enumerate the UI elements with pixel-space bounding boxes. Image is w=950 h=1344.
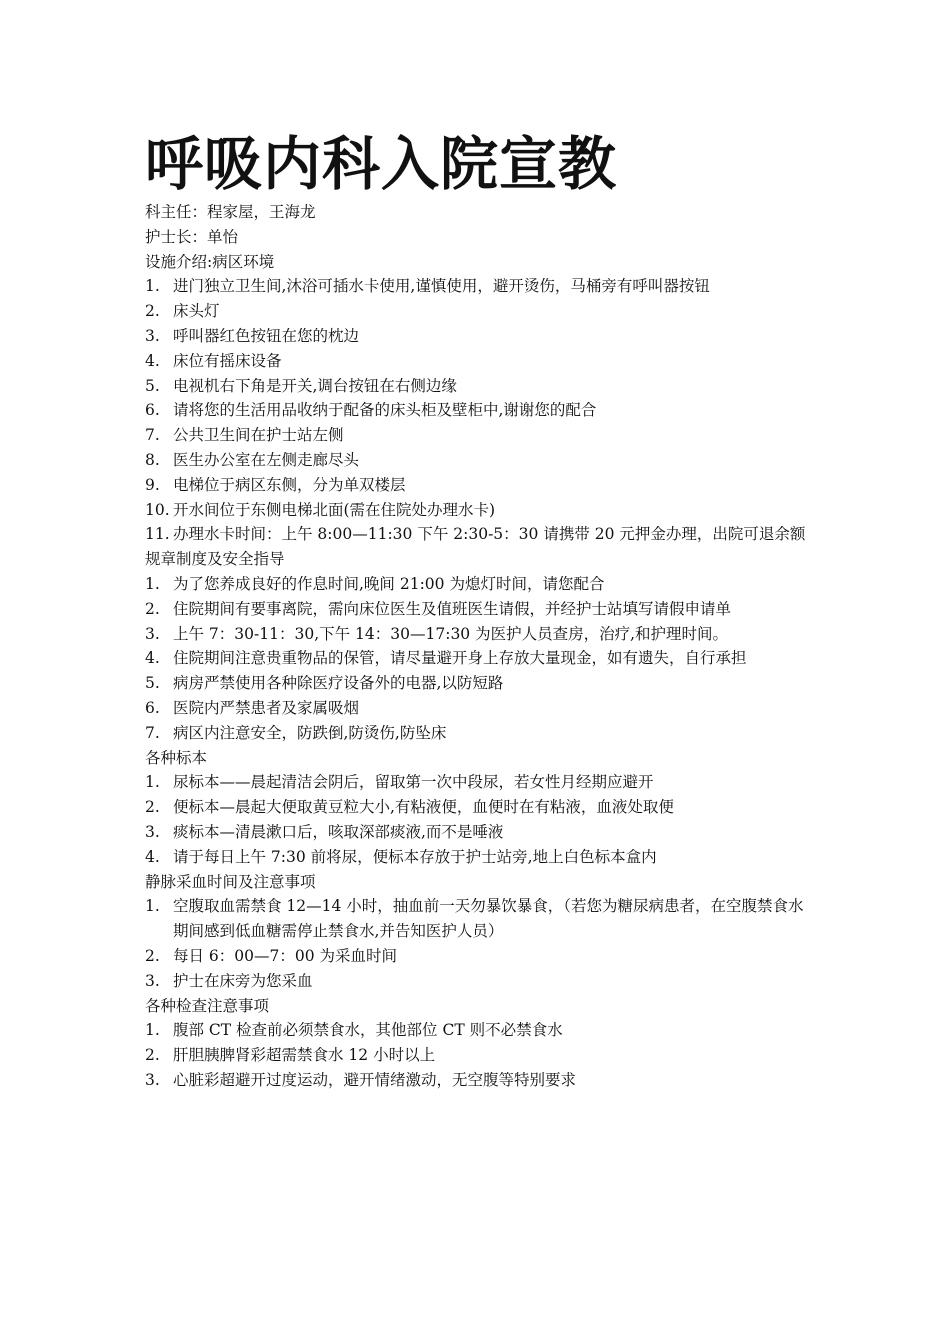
- item-number: 3.: [145, 1070, 160, 1089]
- document-body: [145, 200, 815, 1093]
- item-number: 9.: [145, 475, 160, 494]
- item-text: 痰标本—清晨漱口后，咳取深部痰液,而不是唾液: [173, 822, 504, 841]
- item-number: 5.: [145, 674, 160, 693]
- item-text: 请于每日上午 7:30 前将尿，便标本存放于护士站旁,地上白色标本盒内: [173, 847, 657, 866]
- list-item: [145, 374, 815, 399]
- list-item: [145, 324, 815, 349]
- item-text: 床位有摇床设备: [173, 351, 282, 370]
- item-text: 病区内注意安全，防跌倒,防烫伤,防坠床: [173, 723, 447, 742]
- item-text: 公共卫生间在护士站左侧: [173, 426, 344, 445]
- item-text: 为了您养成良好的作息时间,晚间 21:00 为熄灯时间，请您配合: [173, 574, 605, 593]
- director-line: 科主任：程家屋，王海龙: [145, 203, 316, 221]
- item-number: 8.: [145, 450, 160, 469]
- list-item: [145, 572, 815, 597]
- item-text: 肝胆胰脾肾彩超需禁食水 12 小时以上: [173, 1046, 436, 1065]
- list-item: [145, 1068, 815, 1093]
- section-exams: [145, 994, 815, 1093]
- item-text: 请将您的生活用品收纳于配备的床头柜及壁柜中,谢谢您的配合: [173, 401, 597, 420]
- item-text: 尿标本——晨起清洁会阴后，留取第一次中段尿，若女性月经期应避开: [173, 773, 654, 792]
- item-text: 电梯位于病区东侧，分为单双楼层: [173, 475, 406, 494]
- list-item: [145, 696, 815, 721]
- list-item: [145, 820, 815, 845]
- item-number: 5.: [145, 376, 160, 395]
- list-item: [145, 671, 815, 696]
- head-nurse-line: 护士长：单怡: [145, 227, 239, 246]
- exams-list: [145, 1018, 815, 1092]
- section-facilities: [145, 250, 815, 548]
- item-number: 3.: [145, 624, 160, 643]
- item-number: 6.: [145, 401, 160, 420]
- list-item: [145, 423, 815, 448]
- item-text: 腹部 CT 检查前必须禁食水，其他部位 CT 则不必禁食水: [173, 1021, 563, 1040]
- item-text: 病房严禁使用各种除医疗设备外的电器,以防短路: [173, 674, 504, 693]
- item-text: 医院内严禁患者及家属吸烟: [173, 698, 360, 717]
- item-text: 上午 7：30-11：30,下午 14：30—17:30 为医护人员查房，治疗,和护理时间。: [173, 624, 729, 643]
- section-rules: [145, 547, 815, 745]
- item-text: 便标本—晨起大便取黄豆粒大小,有粘液便，血便时在有粘液，血液处取便: [173, 798, 674, 817]
- list-item: [145, 795, 815, 820]
- item-number: 3.: [145, 326, 160, 345]
- item-text: 进门独立卫生间,沐浴可插水卡使用,谨慎使用，避开烫伤，马桶旁有呼叫器按钮: [173, 277, 710, 296]
- item-number: 2.: [145, 599, 160, 618]
- section-heading: 各种检查注意事项: [145, 996, 270, 1015]
- list-item: [145, 1043, 815, 1068]
- list-item: [145, 498, 815, 523]
- item-number: 2.: [145, 302, 160, 321]
- list-item: [145, 894, 815, 944]
- item-text: 呼叫器红色按钮在您的枕边: [173, 326, 360, 345]
- section-heading: 规章制度及安全指导: [145, 550, 285, 569]
- item-number: 1.: [145, 773, 160, 792]
- item-number: 2.: [145, 1046, 160, 1065]
- list-item: [145, 448, 815, 473]
- item-text: 电视机右下角是开关,调台按钮在右侧边缘: [173, 376, 457, 395]
- list-item: [145, 969, 815, 994]
- item-number: 4.: [145, 847, 160, 866]
- item-number: 2.: [145, 946, 160, 965]
- section-heading: 静脉采血时间及注意事项: [145, 872, 316, 891]
- item-number: 7.: [145, 426, 160, 445]
- list-item: [145, 473, 815, 498]
- list-item: [145, 274, 815, 299]
- item-text: 空腹取血需禁食 12—14 小时，抽血前一天勿暴饮暴食，（若您为糖尿病患者，在空腹禁食水期间感到低血糖需停止禁食水,并告知医护人员）: [173, 897, 804, 941]
- item-number: 1.: [145, 897, 160, 916]
- specimens-list: [145, 770, 815, 869]
- item-number: 1.: [145, 1021, 160, 1040]
- section-blood-draw: [145, 870, 815, 994]
- item-text: 护士在床旁为您采血: [173, 971, 313, 990]
- item-number: 2.: [145, 798, 160, 817]
- rules-list: [145, 572, 815, 746]
- item-number: 3.: [145, 822, 160, 841]
- item-text: 住院期间注意贵重物品的保管，请尽量避开身上存放大量现金，如有遗失，自行承担: [173, 649, 747, 668]
- facilities-list: [145, 274, 815, 547]
- list-item: [145, 1018, 815, 1043]
- section-heading: 设施介绍:病区环境: [145, 252, 275, 271]
- page-title: 呼吸内科入院宣教: [145, 130, 618, 198]
- item-text: 医生办公室在左侧走廊尽头: [173, 450, 360, 469]
- item-text: 办理水卡时间：上午 8:00—11:30 下午 2:30-5：30 请携带 20 元押金办理，出院可退余额: [173, 525, 806, 544]
- blood-draw-list: [145, 894, 815, 993]
- item-number: 7.: [145, 723, 160, 742]
- item-text: 心脏彩超避开过度运动，避开情绪激动，无空腹等特别要求: [173, 1070, 577, 1089]
- list-item: [145, 770, 815, 795]
- item-text: 开水间位于东侧电梯北面(需在住院处办理水卡): [173, 500, 496, 519]
- item-number: 11.: [145, 525, 170, 544]
- list-item: [145, 721, 815, 746]
- item-number: 4.: [145, 649, 160, 668]
- item-number: 1.: [145, 277, 160, 296]
- list-item: [145, 646, 815, 671]
- list-item: [145, 522, 815, 547]
- list-item: [145, 845, 815, 870]
- item-number: 10.: [145, 500, 170, 519]
- list-item: [145, 299, 815, 324]
- list-item: [145, 944, 815, 969]
- list-item: [145, 349, 815, 374]
- item-number: 3.: [145, 971, 160, 990]
- item-text: 每日 6：00—7：00 为采血时间: [173, 946, 398, 965]
- item-number: 4.: [145, 351, 160, 370]
- section-heading: 各种标本: [145, 748, 208, 767]
- item-text: 住院期间有要事离院，需向床位医生及值班医生请假，并经护士站填写请假申请单: [173, 599, 732, 618]
- list-item: [145, 597, 815, 622]
- list-item: [145, 622, 815, 647]
- section-specimens: [145, 746, 815, 870]
- list-item: [145, 398, 815, 423]
- item-text: 床头灯: [173, 302, 220, 321]
- item-number: 6.: [145, 698, 160, 717]
- item-number: 1.: [145, 574, 160, 593]
